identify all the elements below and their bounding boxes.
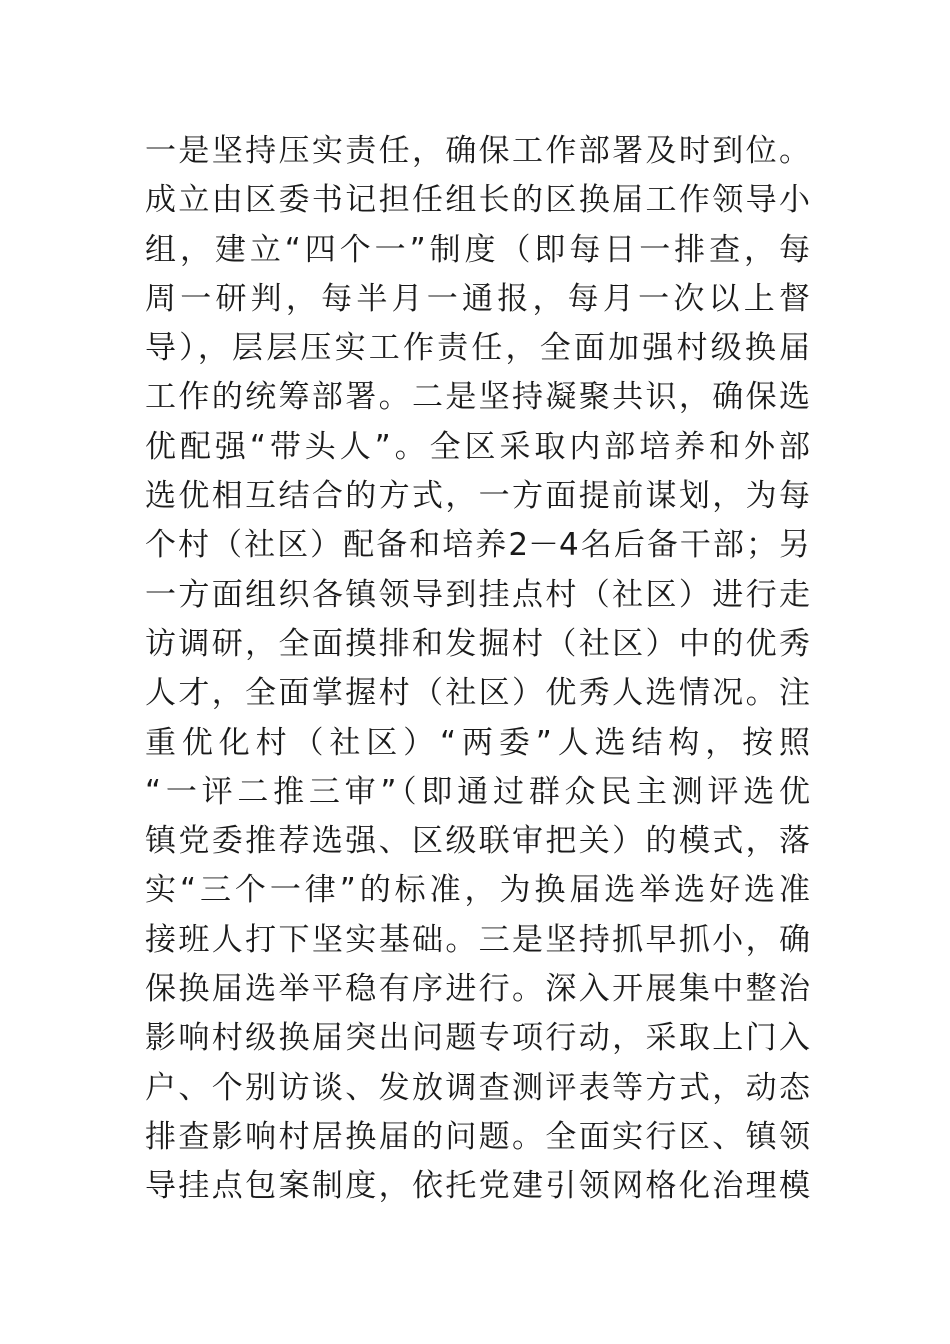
text-line: 导），层层压实工作责任，全面加强村级换届	[145, 330, 810, 367]
text-line: 一方面组织各镇领导到挂点村（社区）进行走	[145, 576, 810, 613]
text-line: 接班人打下坚实基础。三是坚持抓早抓小，确	[145, 921, 810, 958]
text-line: 保换届选举平稳有序进行。深入开展集中整治	[145, 971, 810, 1008]
text-line: 工作的统筹部署。二是坚持凝聚共识，确保选	[145, 379, 810, 416]
text-line: 优配强“带头人”。全区采取内部培养和外部	[145, 428, 810, 465]
body-text	[145, 127, 810, 1212]
text-line: 重优化村（社区）“两委”人选结构，按照	[145, 724, 810, 761]
text-line: 导挂点包案制度，依托党建引领网格化治理模	[145, 1168, 810, 1205]
text-line: 成立由区委书记担任组长的区换届工作领导小	[145, 182, 810, 219]
text-line: 实“三个一律”的标准，为换届选举选好选准	[145, 872, 810, 909]
text-line: 组，建立“四个一”制度（即每日一排查，每	[145, 231, 810, 268]
text-line: “一评二推三审”（即通过群众民主测评选优	[145, 773, 810, 810]
text-line: 访调研，全面摸排和发掘村（社区）中的优秀	[145, 625, 810, 662]
text-line: 影响村级换届突出问题专项行动，采取上门入	[145, 1020, 810, 1057]
text-line: 人才，全面掌握村（社区）优秀人选情况。注	[145, 675, 810, 712]
text-line: 个村（社区）配备和培养2－4名后备干部；另	[145, 527, 810, 564]
text-line: 一是坚持压实责任，确保工作部署及时到位。	[145, 133, 810, 169]
text-line: 排查影响村居换届的问题。全面实行区、镇领	[145, 1118, 810, 1155]
text-line: 周一研判，每半月一通报，每月一次以上督	[145, 280, 810, 317]
text-line: 镇党委推荐选强、区级联审把关）的模式，落	[145, 823, 810, 860]
text-line: 选优相互结合的方式，一方面提前谋划，为每	[145, 478, 810, 515]
text-line: 户、个别访谈、发放调查测评表等方式，动态	[145, 1069, 810, 1106]
